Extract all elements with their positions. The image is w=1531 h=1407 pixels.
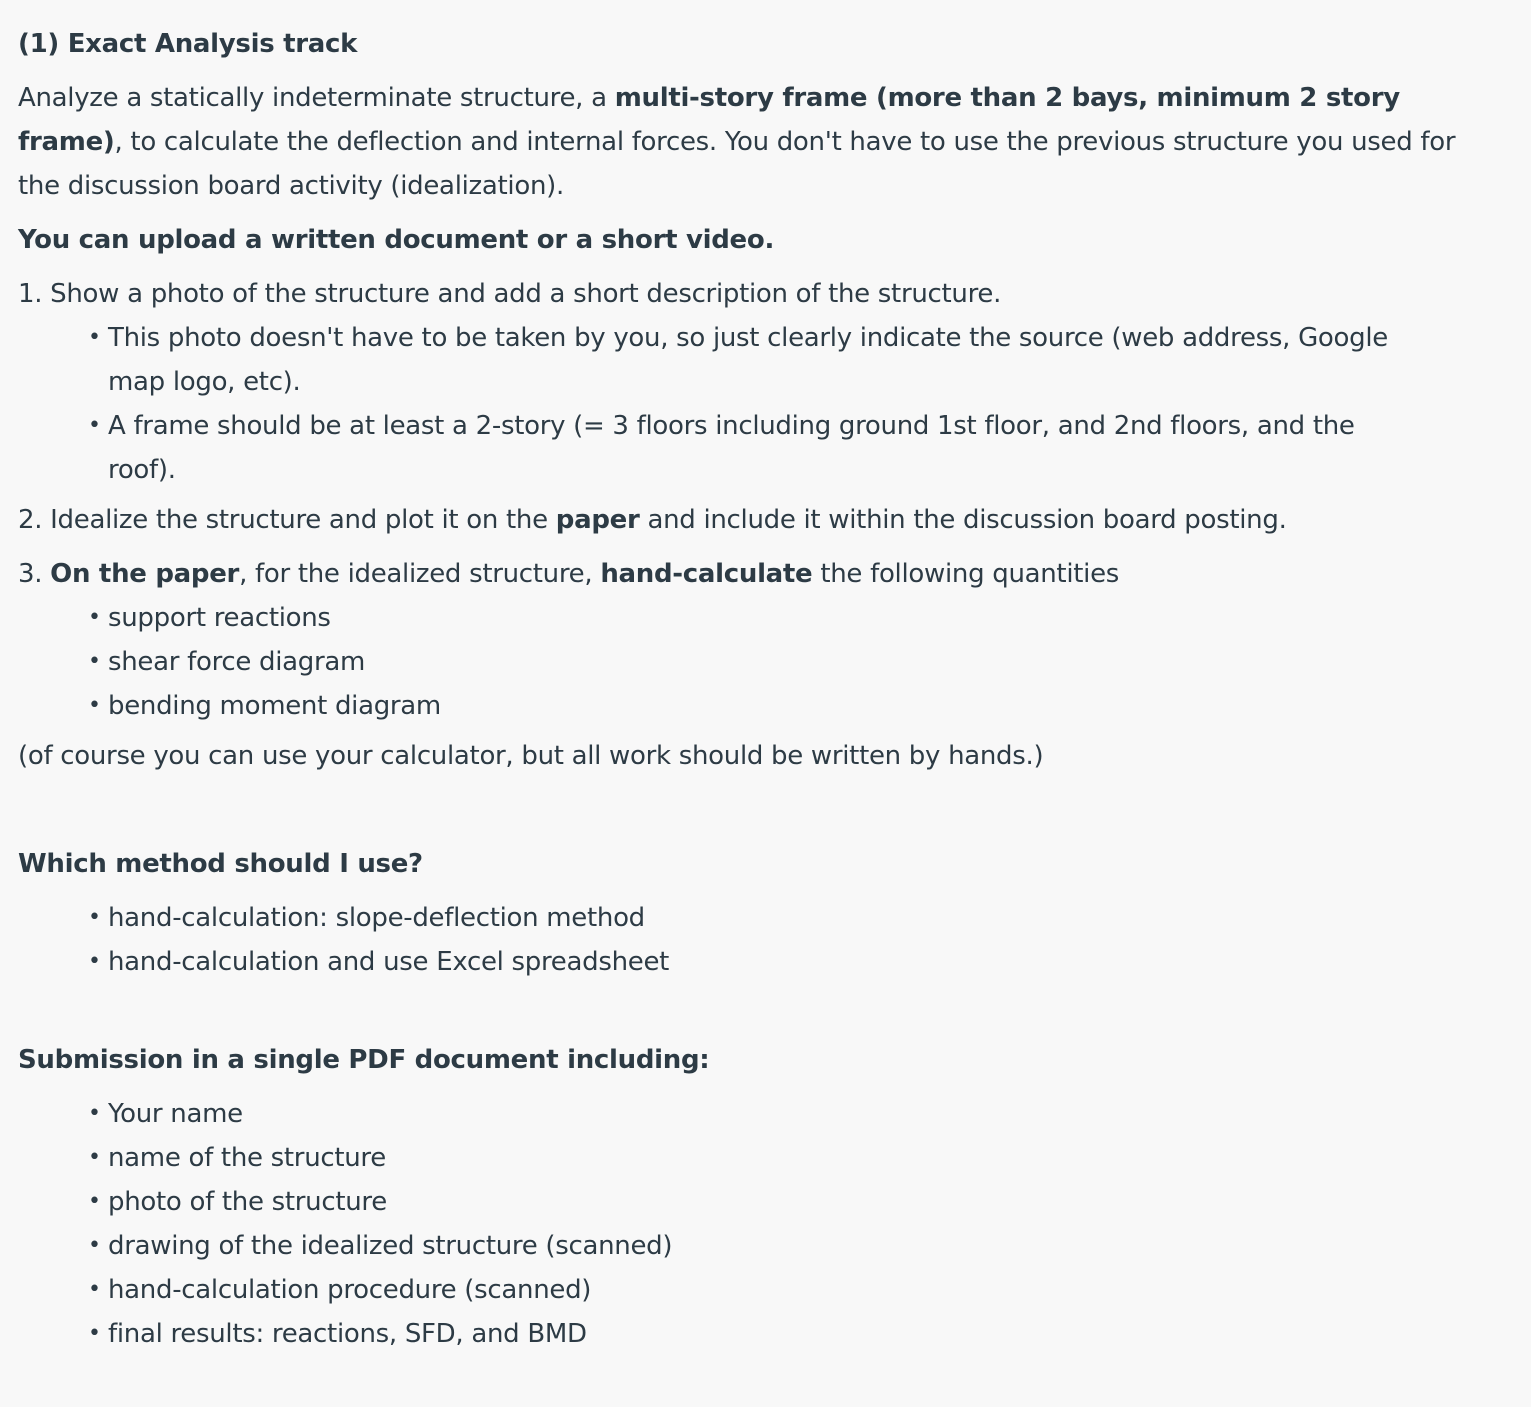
calculator-note: (of course you can use your calculator, but all work should be written by hands.) — [18, 741, 1044, 771]
step-number: 3. — [18, 559, 51, 589]
step-bold-text: paper — [555, 505, 640, 535]
method-heading: Which method should I use? — [18, 849, 423, 879]
step-text: and include it within the discussion board posting. — [639, 505, 1287, 535]
list-item: • hand-calculation and use Excel spreadsheet — [88, 940, 1408, 984]
list-item: • final results: reactions, SFD, and BMD — [88, 1312, 1408, 1356]
intro-paragraph — [18, 76, 1503, 208]
list-item: • A frame should be at least a 2-story (= 3 floors including ground 1st floor, and 2nd floors, and the roof). — [88, 404, 1408, 492]
list-item: • This photo doesn't have to be taken by you, so just clearly indicate the source (web address, Google map logo, etc). — [88, 316, 1408, 404]
track-title: (1) Exact Analysis track — [18, 29, 358, 59]
step-1-bullets — [88, 316, 1408, 492]
step-3 — [18, 552, 1503, 728]
submission-list — [88, 1092, 1408, 1356]
list-item: • hand-calculation: slope-deflection method — [88, 896, 1408, 940]
list-item: • Your name — [88, 1092, 1408, 1136]
list-item: • name of the structure — [88, 1136, 1408, 1180]
step-text: , for the idealized structure, — [239, 559, 601, 589]
step-text: the following quantities — [812, 559, 1120, 589]
list-item: • drawing of the idealized structure (scanned) — [88, 1224, 1408, 1268]
step-1 — [18, 272, 1503, 492]
submission-heading: Submission in a single PDF document including: — [18, 1045, 710, 1075]
list-item: • support reactions — [88, 596, 1408, 640]
list-item: • hand-calculation procedure (scanned) — [88, 1268, 1408, 1312]
list-item: • photo of the structure — [88, 1180, 1408, 1224]
spacer — [18, 788, 1503, 842]
step-bold-text: On the paper — [50, 559, 240, 589]
steps-list — [18, 272, 1503, 728]
list-item: • shear force diagram — [88, 640, 1408, 684]
upload-note: You can upload a written document or a short video. — [18, 225, 775, 255]
intro-text-2: , to calculate the deflection and internal forces. You don't have to use the previous structure you used for the discussion board activity (idealization). — [18, 127, 1456, 201]
spacer — [18, 984, 1503, 1038]
method-list — [88, 896, 1408, 984]
step-bold-text: hand-calculate — [600, 559, 813, 589]
step-text: Show a photo of the structure and add a short description of the structure. — [50, 279, 1002, 309]
list-item: • bending moment diagram — [88, 684, 1408, 728]
step-text: Idealize the structure and plot it on the — [50, 505, 556, 535]
step-number: 1. — [18, 279, 51, 309]
step-number: 2. — [18, 505, 51, 535]
intro-bold-text: multi-story frame (more than 2 bays, minimum 2 story frame) — [18, 83, 1400, 157]
step-2 — [18, 498, 1503, 542]
intro-text-1: Analyze a statically indeterminate structure, a — [18, 83, 615, 113]
step-3-bullets — [88, 596, 1408, 728]
